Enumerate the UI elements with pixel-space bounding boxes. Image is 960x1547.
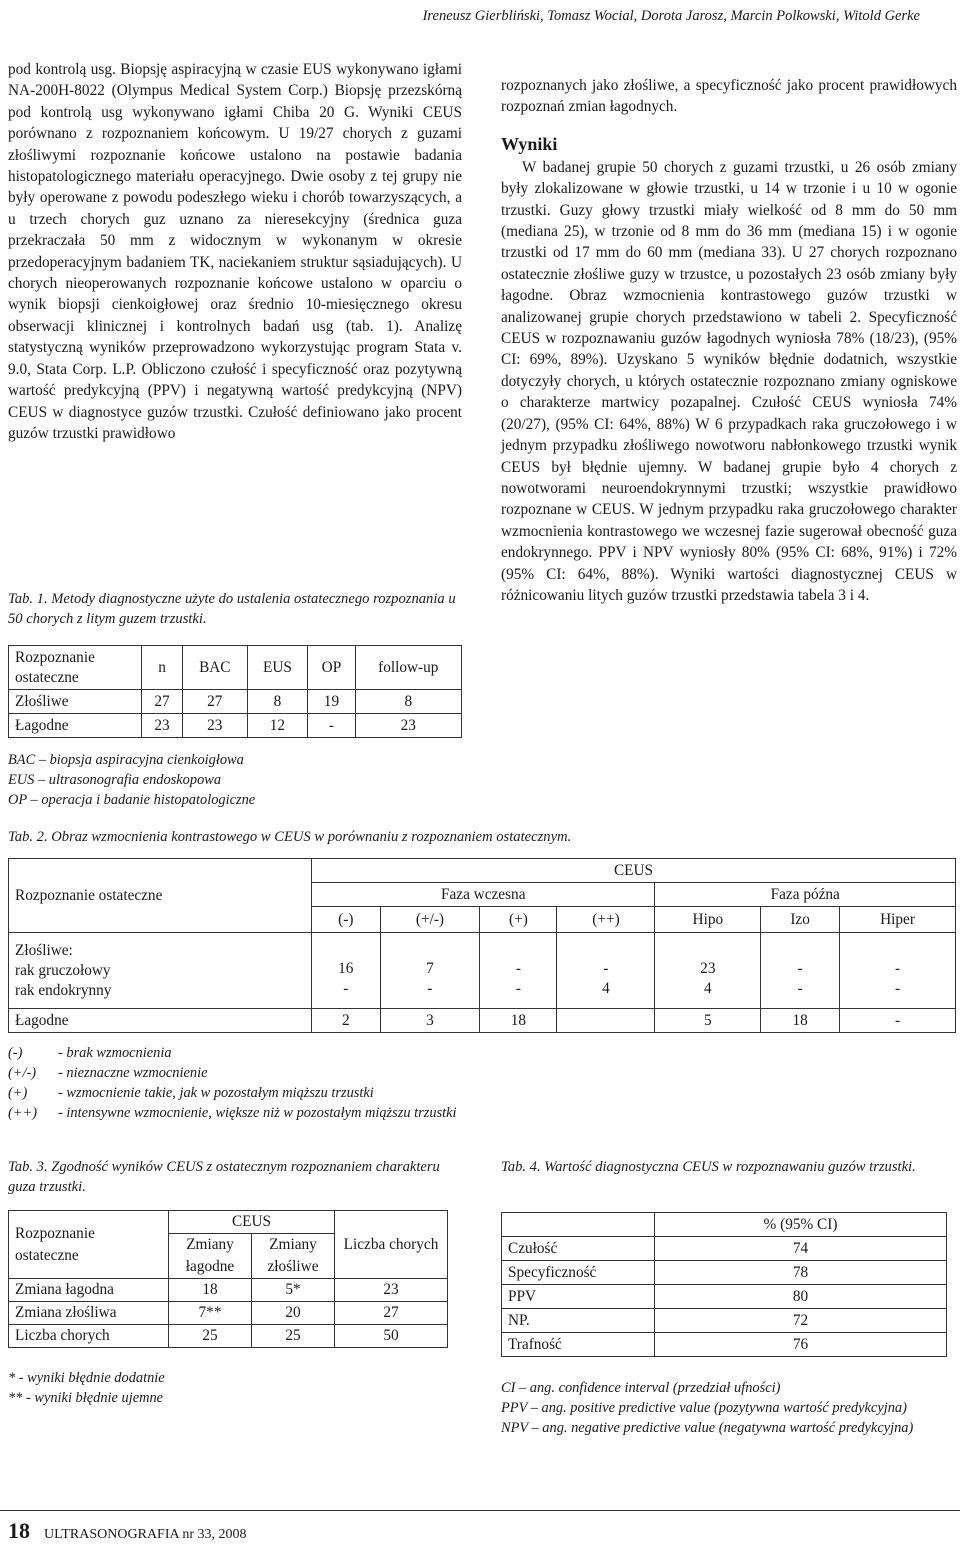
- footer-rule: [0, 1510, 960, 1511]
- row-label: Zmiana łagodna: [9, 1279, 169, 1302]
- journal-name: ULTRASONOGRAFIA nr 33, 2008: [44, 1527, 247, 1542]
- page-number: 18: [8, 1518, 30, 1543]
- table-cell: 20: [252, 1302, 335, 1325]
- row-label: Łagodne: [9, 1009, 312, 1033]
- tab4-header: % (95% CI): [655, 1213, 947, 1237]
- row-label: Złośliwe:: [15, 941, 73, 959]
- row-label: Specyficzność: [502, 1261, 655, 1285]
- body-paragraph: rozpoznanych jako złośliwe, a specyficzność jako procent prawidłowych rozpoznań zmian łagodnych.: [501, 77, 957, 116]
- table-cell: 25: [252, 1325, 335, 1348]
- tab3-sub-header: Zmiany złośliwe: [252, 1234, 335, 1279]
- table-cell: 5: [655, 1009, 761, 1033]
- tab2-col-header: (+/-): [380, 907, 480, 933]
- tab1-header-cell: OP: [308, 646, 355, 690]
- tab1-table: [8, 645, 462, 738]
- tab2-col-header: Izo: [761, 907, 840, 933]
- legend-line: CI – ang. confidence interval (przedział ufności): [501, 1380, 781, 1396]
- legend-key: (-): [8, 1045, 23, 1061]
- table-cell: -: [894, 979, 901, 997]
- tab3-legend: [8, 1368, 165, 1408]
- tab2-early-header: Faza wczesna: [312, 883, 655, 907]
- tab2-col-header: Hipo: [655, 907, 761, 933]
- table-cell: 74: [655, 1237, 947, 1261]
- legend-text: - intensywne wzmocnienie, większe niż w pozostałym miąższu trzustki: [58, 1105, 457, 1121]
- legend-line: NPV – ang. negative predictive value (negatywna wartość predykcyjna): [501, 1420, 914, 1436]
- row-label: Czułość: [502, 1237, 655, 1261]
- tab4-caption: Tab. 4. Wartość diagnostyczna CEUS w rozpoznawaniu guzów trzustki.: [501, 1159, 916, 1175]
- table-cell: 23: [183, 714, 247, 738]
- tab3-caption: Tab. 3. Zgodność wyników CEUS z ostatecznym rozpoznaniem charakteru guza trzustki.: [8, 1159, 440, 1195]
- table-cell: Złośliwe: [9, 690, 142, 714]
- row-label: Liczba chorych: [9, 1325, 169, 1348]
- table-cell: 3: [380, 1009, 480, 1033]
- legend-text: - nieznaczne wzmocnienie: [58, 1065, 208, 1081]
- body-paragraph: W badanej grupie 50 chorych z guzami trzustki, u 26 osób zmiany były zlokalizowane w głowie trzustki, u 14 w trzonie i u 10 w ogonie trzustki. Guzy głowy trzustki miały wielkość od 8 mm do 50 mm (mediana 25), w trzonie od 8 mm do 36 mm (mediana 15) i w ogonie trzustki od 17 mm do 60 mm (mediana 33). U 27 chorych rozpoznano ostatecznie złośliwe guzy w trzustce, u pozostałych 23 osób zmiany były łagodne. Obraz wzmocnienia kontrastowego guzów trzustki w analizowanej grupie chorych przedstawiono w tabeli 2. Specyficzność CEUS w rozpoznawaniu guzów łagodnych wyniosła 78% (18/23), (95% CI: 69%, 89%). Uzyskano 5 wyników błędnie dodatnich, wszystkie dotyczyły chorych, u których ostatecznie rozpoznano zmiany ogniskowe o charakterze martwicy pozapalnej. Czułość CEUS wyniosła 74% (20/27), (95% CI: 64%, 88%) W 6 przypadkach raka gruczołowego i w jednym przypadku złośliwego nowotworu nabłonkowego trzustki wynik CEUS był błędnie ujemny. W badanej grupie było 4 chorych z nowotworami neuroendokrynnymi trzustki; wszystkie prawidłowo rozpoznane w CEUS. W jednym przypadku raka gruczołowego charakter wzmocnienia kontrastowego we wczesnej fazie sugerował obecność guza endokrynnego. PPV i NPV wyniosły 80% (95% CI: 68%, 91%) i 72% (95% CI: 64%, 88%). Wyniki wartości diagnostycznej CEUS w różnicowaniu litych guzów trzustki przedstawia tabela 3 i 4.: [501, 158, 957, 604]
- table-cell: 5*: [252, 1279, 335, 1302]
- table-cell: 18: [761, 1009, 840, 1033]
- table-cell: 23: [700, 959, 716, 977]
- tab1-header-cell: n: [142, 646, 183, 690]
- section-heading: Wyniki: [501, 133, 558, 154]
- table-cell: [557, 1009, 655, 1033]
- legend-key: (+): [8, 1085, 28, 1101]
- tab3-corner: Rozpoznanie ostateczne: [9, 1211, 169, 1279]
- table-row: [502, 1261, 947, 1285]
- table-row: [502, 1237, 947, 1261]
- table-cell: -: [840, 1009, 956, 1033]
- legend-line: OP – operacja i badanie histopatologiczne: [8, 792, 256, 808]
- table-row: [9, 1279, 448, 1302]
- tab1-header-cell: Rozpoznanie ostateczne: [9, 646, 142, 690]
- row-label: NP.: [502, 1309, 655, 1333]
- page-footer: [8, 1518, 247, 1544]
- table-row: [502, 1285, 947, 1309]
- table-cell: 25: [169, 1325, 252, 1348]
- table-cell: 4: [602, 979, 610, 997]
- table-cell: 80: [655, 1285, 947, 1309]
- row-label: rak endokrynny: [15, 981, 112, 999]
- row-label: Trafność: [502, 1333, 655, 1357]
- tab2-corner: Rozpoznanie ostateczne: [9, 859, 312, 933]
- table-cell: 23: [335, 1279, 448, 1302]
- legend-line: * - wyniki błędnie dodatnie: [8, 1370, 165, 1386]
- table-cell: 27: [183, 690, 247, 714]
- table-cell: 8: [247, 690, 308, 714]
- table-cell: 19: [308, 690, 355, 714]
- table-cell: Łagodne: [9, 714, 142, 738]
- legend-line: BAC – biopsja aspiracyjna cienkoigłowa: [8, 752, 244, 768]
- table-cell: 18: [480, 1009, 557, 1033]
- table-cell: -: [797, 959, 803, 977]
- table-cell: 12: [247, 714, 308, 738]
- tab2-col-header: (-): [312, 907, 381, 933]
- tab1-header-cell: follow-up: [355, 646, 461, 690]
- table-row: [502, 1333, 947, 1357]
- legend-key: (++): [8, 1105, 38, 1121]
- tab4-legend: [501, 1378, 953, 1438]
- tab4-corner: [502, 1213, 655, 1237]
- table-cell: 7**: [169, 1302, 252, 1325]
- table-cell: -: [515, 979, 521, 997]
- tab2-legend: [8, 1043, 457, 1123]
- tab2-col-header: Hiper: [840, 907, 956, 933]
- table-cell: 2: [312, 1009, 381, 1033]
- table-row: [9, 714, 462, 738]
- tab2-late-header: Faza późna: [655, 883, 956, 907]
- legend-key: (+/-): [8, 1065, 37, 1081]
- table-row: [502, 1309, 947, 1333]
- table-cell: 8: [355, 690, 461, 714]
- table-cell: 18: [169, 1279, 252, 1302]
- legend-text: - wzmocnienie takie, jak w pozostałym miąższu trzustki: [58, 1085, 374, 1101]
- table-cell: 27: [335, 1302, 448, 1325]
- tab3-table: [8, 1210, 448, 1348]
- tab2-caption: Tab. 2. Obraz wzmocnienia kontrastowego w CEUS w porównaniu z rozpoznaniem ostatecznym.: [8, 829, 572, 845]
- legend-text: - brak wzmocnienia: [58, 1045, 172, 1061]
- row-label: rak gruczołowy: [15, 961, 111, 979]
- row-label: Zmiana złośliwa: [9, 1302, 169, 1325]
- table-cell: 23: [355, 714, 461, 738]
- running-header: Ireneusz Gierbliński, Tomasz Wocial, Dorota Jarosz, Marcin Polkowski, Witold Gerke: [422, 8, 920, 24]
- tab4-table: [501, 1212, 947, 1357]
- table-row: [9, 1325, 448, 1348]
- table-row: [9, 690, 462, 714]
- left-column: [8, 59, 462, 444]
- tab3-sub-header: Zmiany łagodne: [169, 1234, 252, 1279]
- tab3-count-header: Liczba chorych: [335, 1211, 448, 1279]
- table-row: [9, 1009, 956, 1033]
- tab2-col-header: (++): [557, 907, 655, 933]
- legend-line: PPV – ang. positive predictive value (pozytywna wartość predykcyjna): [501, 1400, 907, 1416]
- row-label: PPV: [502, 1285, 655, 1309]
- table-cell: 4: [703, 979, 712, 997]
- table-cell: -: [797, 979, 803, 997]
- tab2-table: [8, 858, 956, 1033]
- table-cell: 76: [655, 1333, 947, 1357]
- table-cell: -: [427, 979, 433, 997]
- tab1-caption: Tab. 1. Metody diagnostyczne użyte do ustalenia ostatecznego rozpoznania u 50 chorych z litym guzem trzustki.: [8, 591, 456, 627]
- table-cell: 16: [338, 959, 354, 977]
- table-cell: -: [515, 959, 521, 977]
- body-paragraph: pod kontrolą usg. Biopsję aspiracyjną w czasie EUS wykonywano igłami NA-200H-8022 (Olympus Medical System Corp.) Biopsję przezskórną pod kontrolą usg wykonywano igłami Chiba 20 G. Wyniki CEUS porównano z rozpoznaniem końcowym. U 19/27 chorych z guzami złośliwymi rozpoznanie końcowe ustalono na postawie badania histopatologicznego materiału operacyjnego. Dwie osoby z tej grupy nie były operowane z powodu podeszłego wieku i chorób towarzyszących, a u trzech chorych guz uznano za nieresekcyjny (średnica guza przekraczała 50 mm z widocznym w wykonanym w okresie przedoperacyjnym badaniem TK, naciekaniem struktur sąsiadujących). U chorych nieoperowanych rozpoznanie końcowe ustalono w oparciu o wynik biopsji cienkoigłowej oraz średnio 10-miesięcznego okresu obserwacji klinicznej i kontrolnych badań usg (tab. 1). Analizę statystyczną wyników przeprowadzono wykorzystując program Stata v. 9.0, Stata Corp. L.P. Obliczono czułość i specyficzność oraz pozytywną wartość predykcyjną (PPV) i negatywną wartość predykcyjną (NPV) CEUS w diagnostyce guzów trzustki. Czułość definiowano jako procent guzów trzustki prawidłowo: [8, 61, 462, 442]
- table-cell: 7: [426, 959, 434, 977]
- table-cell: 72: [655, 1309, 947, 1333]
- table-cell: -: [894, 959, 901, 977]
- table-cell: -: [308, 714, 355, 738]
- tab1-legend: [8, 750, 255, 810]
- tab1-header-cell: BAC: [183, 646, 247, 690]
- tab2-col-header: (+): [480, 907, 557, 933]
- tab3-ceus-header: CEUS: [169, 1211, 335, 1234]
- legend-line: EUS – ultrasonografia endoskopowa: [8, 772, 222, 788]
- table-cell: 50: [335, 1325, 448, 1348]
- tab2-ceus-header: CEUS: [312, 859, 956, 883]
- table-cell: 27: [142, 690, 183, 714]
- table-cell: 78: [655, 1261, 947, 1285]
- table-cell: -: [603, 959, 609, 977]
- tab1-header-cell: EUS: [247, 646, 308, 690]
- table-cell: 23: [142, 714, 183, 738]
- table-cell: -: [343, 979, 349, 997]
- right-column: [501, 75, 957, 606]
- legend-line: ** - wyniki błędnie ujemne: [8, 1390, 164, 1406]
- table-row: [9, 933, 956, 1009]
- table-row: [9, 1302, 448, 1325]
